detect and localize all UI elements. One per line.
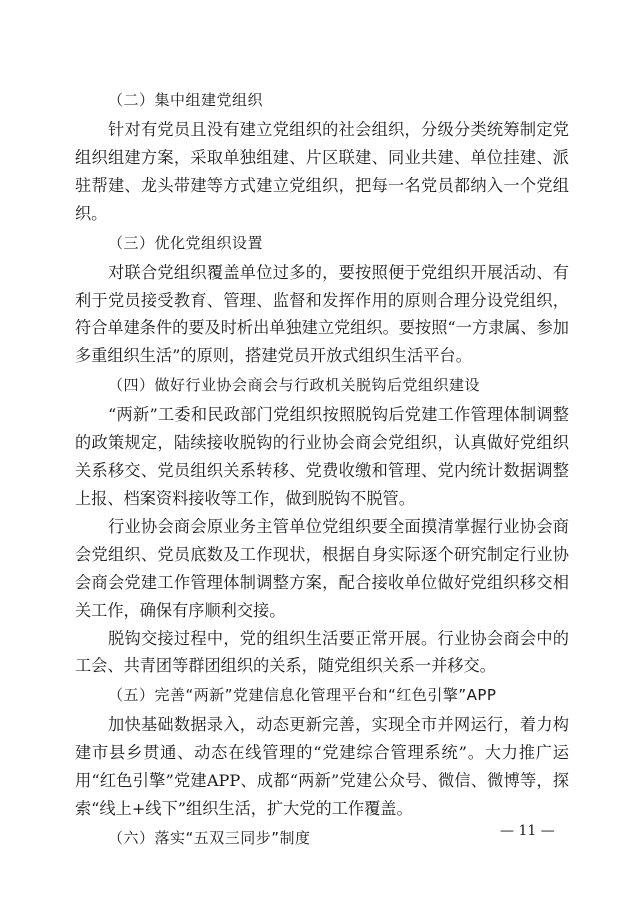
page-number: — 11 — — [500, 823, 555, 839]
document-body — [75, 85, 569, 854]
section-heading-2: （二）集中组建党组织 — [108, 91, 264, 109]
section-4-paragraph-1: “两新”工委和民政部门党组织按照脱钩后党建工作管理体制调整的政策规定，陆续接收脱钩的行业协会商会党组织，认真做好党组织关系移交、党员组织关系转移、党费收缴和管理、党内统计数据调整上报、档案资料接收等工作，做到脱钩不脱管。 — [75, 405, 569, 508]
section-5-paragraph-1: 加快基础数据录入，动态更新完善，实现全市并网运行，着力构建市县乡贯通、动态在线管理的“党建综合管理系统”。大力推广运用“红色引擎”党建APP、成都“两新”党建公众号、微信、微博等，探索“线上+线下”组织生活，扩大党的工作覆盖。 — [75, 715, 569, 819]
section-heading-6: （六）落实“五双三同步”制度 — [108, 828, 311, 847]
section-heading-3: （三）优化党组织设置 — [108, 233, 264, 252]
section-4-paragraph-2: 行业协会商会原业务主管单位党组织要全面摸清掌握行业协会商会党组织、党员底数及工作现状，根据自身实际逐个研究制定行业协会商会党建工作管理体制调整方案，配合接收单位做好党组织移交相关工作，确保有序顺利交接。 — [75, 516, 569, 620]
section-heading-5: （五）完善“两新”党建信息化管理平台和“红色引擎”APP — [108, 686, 497, 705]
section-heading-4: （四）做好行业协会商会与行政机关脱钩后党组织建设 — [108, 376, 481, 395]
section-3-paragraph-1: 对联合党组织覆盖单位过多的，要按照便于党组织开展活动、有利于党员接受教育、管理、监督和发挥作用的原则合理分设党组织，符合单建条件的要及时析出单独建立党组织。要按照“一方隶属、参加多重组织生活”的原则，搭建党员开放式组织生活平台。 — [75, 262, 569, 366]
section-2-paragraph-1: 针对有党员且没有建立党组织的社会组织，分级分类统筹制定党组织组建方案，采取单独组建、片区联建、同业共建、单位挂建、派驻帮建、龙头带建等方式建立党组织，把每一名党员都纳入一个党组织。 — [75, 120, 569, 223]
section-4-paragraph-3: 脱钩交接过程中，党的组织生活要正常开展。行业协会商会中的工会、共青团等群团组织的关系，随党组织关系一并移交。 — [75, 628, 569, 676]
